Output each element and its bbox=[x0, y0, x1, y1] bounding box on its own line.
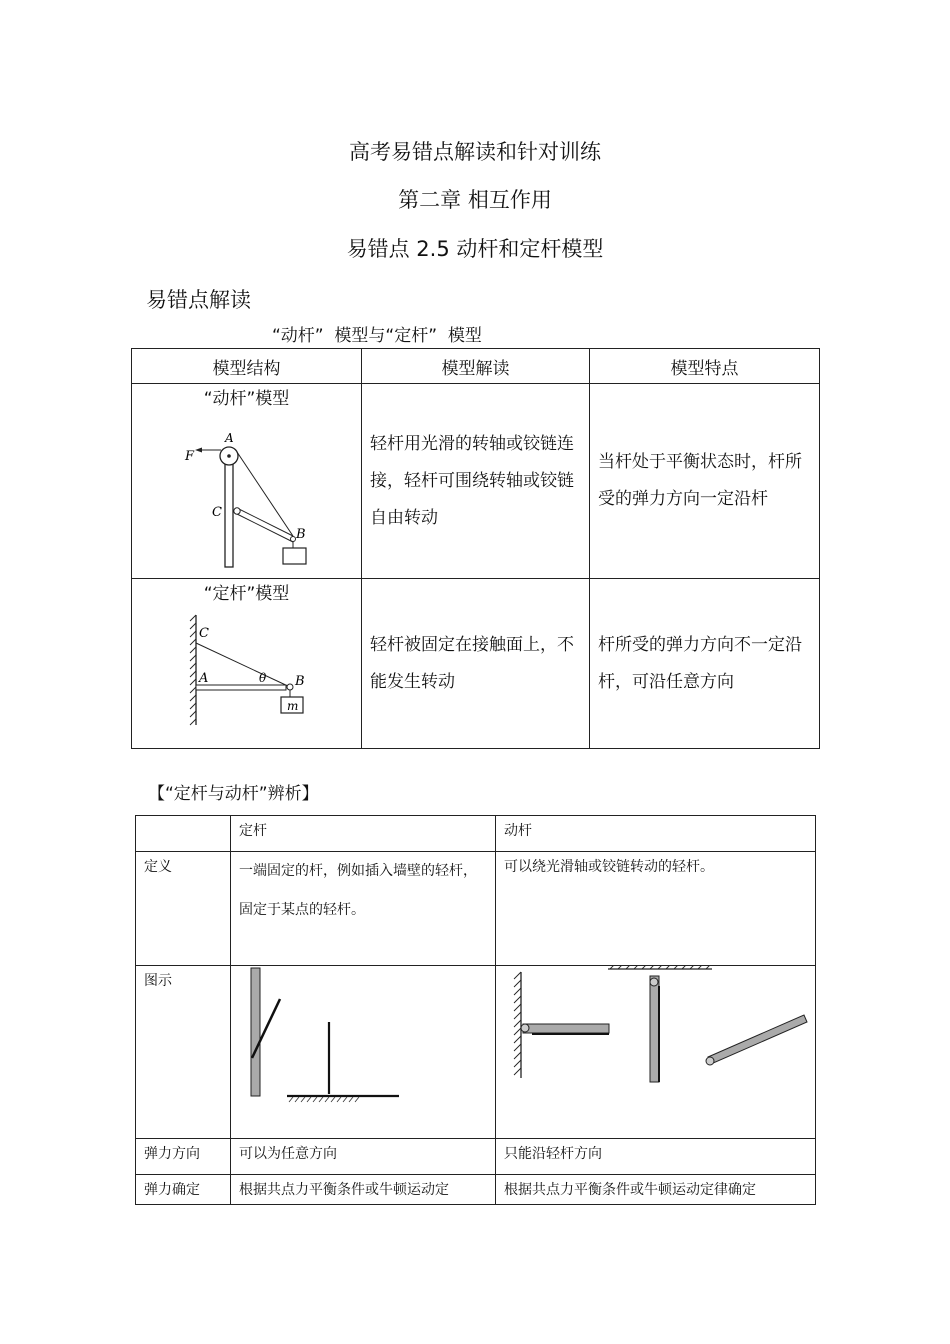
moving-rod-interpretation: 轻杆用光滑的转轴或铰链连接，轻杆可围绕转轴或铰链自由转动 bbox=[362, 384, 590, 579]
label-theta: θ bbox=[258, 671, 266, 685]
table-header-row bbox=[132, 349, 820, 384]
label-a: A bbox=[224, 431, 234, 445]
moving-rod-cell bbox=[132, 384, 362, 579]
row-label-force-determination: 弹力确定 bbox=[136, 1175, 231, 1205]
row-label-force-direction: 弹力方向 bbox=[136, 1139, 231, 1175]
table-row bbox=[132, 579, 820, 749]
table-row bbox=[136, 966, 816, 1139]
topic-title: 易错点 2.5 动杆和定杆模型 bbox=[346, 237, 604, 261]
document-title: 高考易错点解读和针对训练 bbox=[349, 140, 601, 164]
model-comparison-table bbox=[131, 348, 820, 749]
label-m: m bbox=[286, 699, 298, 713]
fixed-rod-cell bbox=[132, 579, 362, 749]
fixed-rod-illustration-cell bbox=[231, 966, 496, 1139]
header-fixed-rod: 定杆 bbox=[231, 816, 496, 852]
fixed-rod-illustration bbox=[231, 966, 495, 1134]
rod-analysis-table bbox=[135, 815, 816, 1205]
chapter-title: 第二章 相互作用 bbox=[398, 188, 552, 212]
label-b: B bbox=[294, 674, 305, 689]
table-row bbox=[136, 852, 816, 966]
fixed-rod-definition: 一端固定的杆，例如插入墙壁的轻杆，固定于某点的轻杆。 bbox=[231, 852, 496, 966]
header-interpretation: 模型解读 bbox=[362, 349, 590, 384]
fixed-rod-interpretation: 轻杆被固定在接触面上，不能发生转动 bbox=[362, 579, 590, 749]
moving-rod-illustration-cell bbox=[496, 966, 816, 1139]
moving-rod-feature: 当杆处于平衡状态时，杆所受的弹力方向一定沿杆 bbox=[590, 384, 820, 579]
fixed-rod-force-direction: 可以为任意方向 bbox=[231, 1139, 496, 1175]
label-c: C bbox=[211, 505, 222, 520]
row-label-illustration: 图示 bbox=[136, 966, 231, 1139]
fixed-rod-feature: 杆所受的弹力方向不一定沿杆，可沿任意方向 bbox=[590, 579, 820, 749]
table1-caption: “动杆” 模型与“定杆” 模型 bbox=[272, 326, 482, 346]
row-label-definition: 定义 bbox=[136, 852, 231, 966]
label-f: F bbox=[184, 449, 194, 464]
moving-rod-illustration bbox=[496, 966, 815, 1134]
fixed-rod-force-determination: 根据共点力平衡条件或牛顿运动定 bbox=[231, 1175, 496, 1205]
table-row bbox=[136, 1175, 816, 1205]
label-b: B bbox=[295, 527, 306, 542]
header-moving-rod: 动杆 bbox=[496, 816, 816, 852]
header-empty bbox=[136, 816, 231, 852]
moving-rod-diagram bbox=[133, 412, 361, 572]
fixed-rod-label: “定杆”模型 bbox=[203, 584, 290, 604]
moving-rod-label: “动杆”模型 bbox=[203, 389, 290, 409]
table-row bbox=[132, 384, 820, 579]
table-row bbox=[136, 1139, 816, 1175]
table2-caption: 【“定杆与动杆”辨析】 bbox=[148, 784, 319, 804]
label-a: A bbox=[198, 671, 208, 686]
header-feature: 模型特点 bbox=[590, 349, 820, 384]
moving-rod-force-direction: 只能沿轻杆方向 bbox=[496, 1139, 816, 1175]
label-c: C bbox=[198, 626, 209, 641]
header-structure: 模型结构 bbox=[132, 349, 362, 384]
moving-rod-force-determination: 根据共点力平衡条件或牛顿运动定律确定 bbox=[496, 1175, 816, 1205]
section-heading: 易错点解读 bbox=[146, 288, 251, 312]
moving-rod-definition: 可以绕光滑轴或铰链转动的轻杆。 bbox=[496, 852, 816, 966]
fixed-rod-diagram bbox=[133, 607, 361, 742]
table-header-row bbox=[136, 816, 816, 852]
